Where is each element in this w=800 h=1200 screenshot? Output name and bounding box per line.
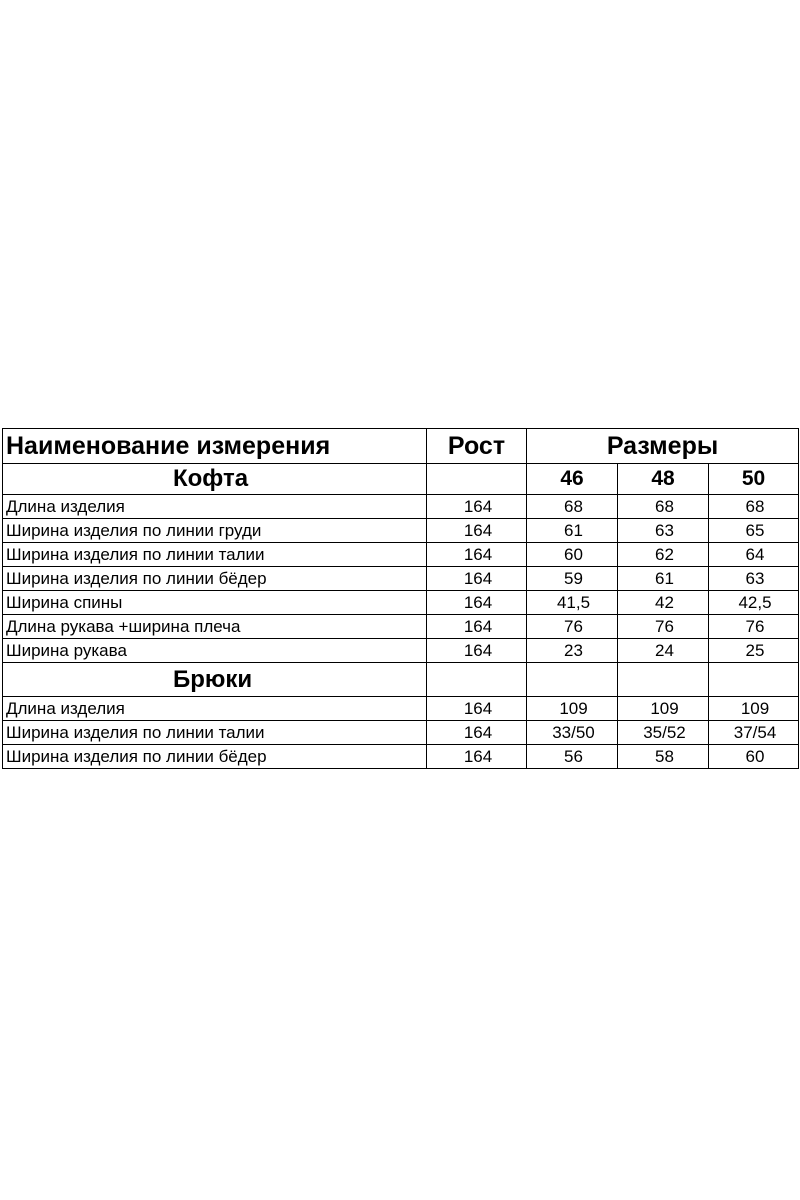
row-value: 76 — [709, 615, 799, 639]
row-value: 62 — [618, 543, 709, 567]
size-50: 50 — [709, 464, 799, 495]
row-rost: 164 — [427, 543, 527, 567]
section-title-kofta: Кофта — [3, 464, 427, 495]
row-value: 35/52 — [618, 721, 709, 745]
row-rost: 164 — [427, 567, 527, 591]
row-value: 24 — [618, 639, 709, 663]
row-value: 61 — [527, 519, 618, 543]
row-value: 25 — [709, 639, 799, 663]
section-empty — [527, 663, 618, 697]
row-value: 63 — [709, 567, 799, 591]
table-row — [3, 567, 799, 591]
row-rost: 164 — [427, 721, 527, 745]
row-name: Длина изделия — [3, 697, 427, 721]
row-value: 64 — [709, 543, 799, 567]
section-title-bryuki: Брюки — [3, 663, 427, 697]
row-rost: 164 — [427, 495, 527, 519]
row-value: 37/54 — [709, 721, 799, 745]
table-row — [3, 591, 799, 615]
row-value: 60 — [527, 543, 618, 567]
row-rost: 164 — [427, 519, 527, 543]
row-value: 68 — [618, 495, 709, 519]
row-name: Длина изделия — [3, 495, 427, 519]
section-row-kofta — [3, 464, 799, 495]
row-value: 63 — [618, 519, 709, 543]
row-value: 41,5 — [527, 591, 618, 615]
table-row — [3, 519, 799, 543]
row-name: Ширина изделия по линии талии — [3, 543, 427, 567]
row-value: 23 — [527, 639, 618, 663]
header-rost: Рост — [427, 429, 527, 464]
row-value: 58 — [618, 745, 709, 769]
table-row — [3, 615, 799, 639]
row-name: Ширина спины — [3, 591, 427, 615]
table-row — [3, 697, 799, 721]
section-empty — [709, 663, 799, 697]
row-value: 33/50 — [527, 721, 618, 745]
row-rost: 164 — [427, 745, 527, 769]
row-value: 61 — [618, 567, 709, 591]
row-value: 109 — [709, 697, 799, 721]
header-name: Наименование измерения — [3, 429, 427, 464]
row-value: 76 — [527, 615, 618, 639]
row-rost: 164 — [427, 639, 527, 663]
row-name: Ширина изделия по линии бёдер — [3, 567, 427, 591]
row-name: Ширина рукава — [3, 639, 427, 663]
section-row-bryuki — [3, 663, 799, 697]
section-rost-empty — [427, 464, 527, 495]
row-value: 65 — [709, 519, 799, 543]
table-row — [3, 721, 799, 745]
row-rost: 164 — [427, 591, 527, 615]
row-name: Ширина изделия по линии талии — [3, 721, 427, 745]
size-table — [2, 428, 799, 769]
table-row — [3, 639, 799, 663]
row-value: 109 — [527, 697, 618, 721]
row-value: 59 — [527, 567, 618, 591]
row-value: 76 — [618, 615, 709, 639]
header-sizes: Размеры — [527, 429, 799, 464]
row-value: 42 — [618, 591, 709, 615]
section-empty — [427, 663, 527, 697]
header-row — [3, 429, 799, 464]
row-name: Длина рукава +ширина плеча — [3, 615, 427, 639]
row-value: 68 — [527, 495, 618, 519]
row-rost: 164 — [427, 697, 527, 721]
row-name: Ширина изделия по линии груди — [3, 519, 427, 543]
row-name: Ширина изделия по линии бёдер — [3, 745, 427, 769]
row-value: 68 — [709, 495, 799, 519]
row-value: 60 — [709, 745, 799, 769]
row-value: 109 — [618, 697, 709, 721]
row-value: 42,5 — [709, 591, 799, 615]
table-row — [3, 745, 799, 769]
size-46: 46 — [527, 464, 618, 495]
row-rost: 164 — [427, 615, 527, 639]
row-value: 56 — [527, 745, 618, 769]
section-empty — [618, 663, 709, 697]
size-48: 48 — [618, 464, 709, 495]
table-row — [3, 543, 799, 567]
table-row — [3, 495, 799, 519]
